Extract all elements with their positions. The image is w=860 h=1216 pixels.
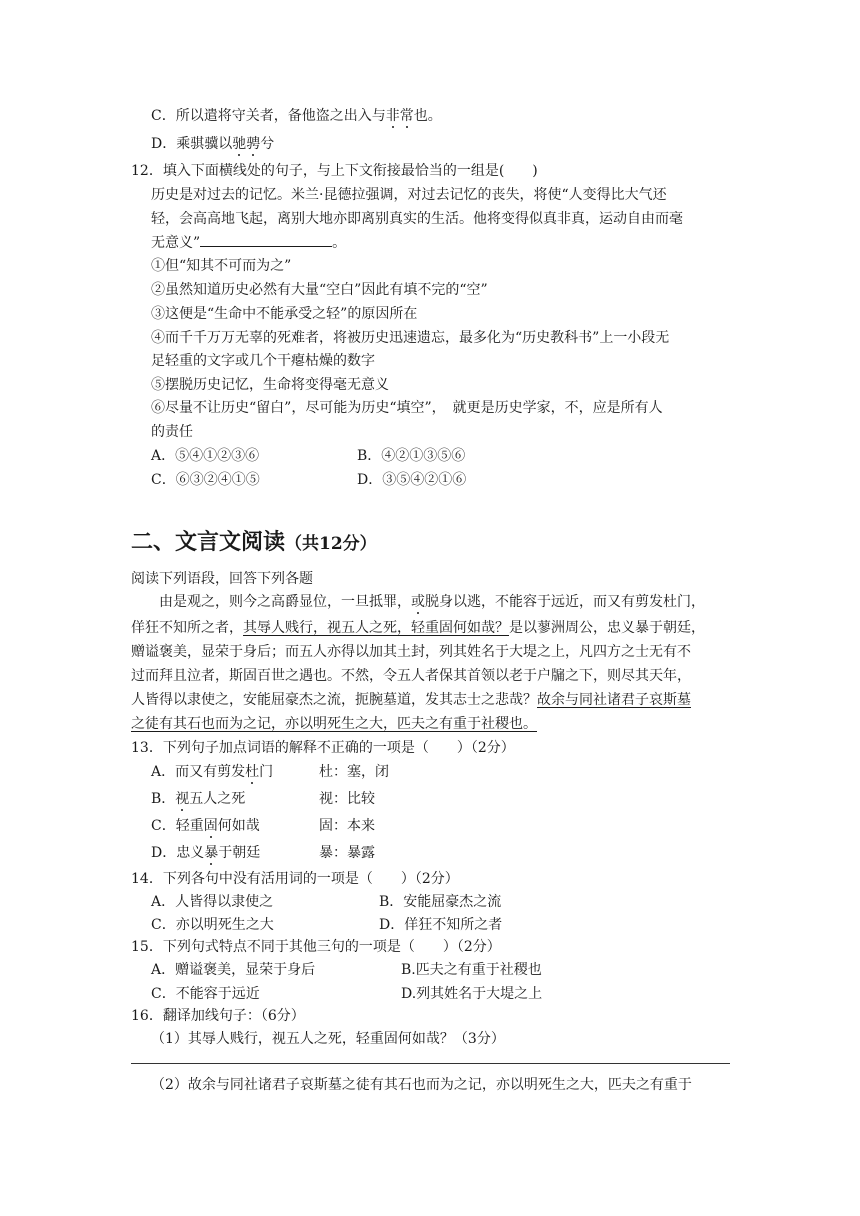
q13-explanation-c: 固：本来 [319, 818, 375, 834]
q12-passage-line: 历史是对过去的记忆。米兰·昆德拉强调，对过去记忆的丧失，将使“人变得比大气还 [151, 187, 667, 203]
passage-intro: 阅读下列语段，回答下列各题 [131, 571, 313, 587]
section-heading: 二、文言文阅读（共12分） [131, 529, 377, 555]
q13-explanation-d: 暴：暴露 [319, 845, 375, 861]
passage-line: 由是观之，则今之高爵显位，一旦抵罪，或脱身以逃，不能容于远近，而又有剪发杜门， [159, 594, 705, 610]
q14-option-d: D．佯狂不知所之者 [379, 917, 503, 933]
q12-item: 的责任 [151, 424, 193, 440]
passage-line: 佯狂不知所之者，其辱人贱行，视五人之死，轻重固何如哉？是以蓼洲周公，忠义暴于朝廷， [131, 620, 705, 636]
q16-sentence-2: （2）故余与同社诸君子哀斯墓之徒有其石也而为之记，亦以明死生之大，匹夫之有重于 [151, 1077, 692, 1093]
q12-passage-line: 无意义” 。 [151, 232, 346, 253]
q12-item: ③这便是“生命中不能承受之轻”的原因所在 [151, 306, 418, 322]
underlined-sentence: 其辱人贱行，视五人之死，轻重固何如哉？ [243, 620, 509, 636]
q12-option-b: B．④②①③⑤⑥ [357, 448, 466, 464]
q15-stem: 15．下列句式特点不同于其他三句的一项是（ ）（2分） [131, 939, 501, 955]
passage-line: 人皆得以隶使之，安能屈豪杰之流，扼腕墓道，发其志士之悲哉？故余与同社诸君子哀斯墓 [131, 692, 691, 708]
q13-explanation-b: 视：比较 [319, 791, 375, 807]
q12-option-d: D．③⑤④②①⑥ [357, 472, 467, 488]
q16-stem: 16．翻译加线句子：（6分） [131, 1008, 305, 1024]
q15-option-b: B.匹夫之有重于社稷也 [401, 962, 542, 978]
q12-stem: 12．填入下面横线处的句子，与上下文衔接最恰当的一组是( ) [131, 163, 538, 179]
q12-item: ④而千千万万无辜的死难者，将被历史迅速遗忘，最多化为“历史教科书”上一小段无 [151, 330, 670, 346]
q12-item: ①但“知其不可而为之” [151, 258, 292, 274]
underlined-sentence: 之徒有其石也而为之记，亦以明死生之大，匹夫之有重于社稷也。 [131, 716, 537, 732]
answer-line [131, 1063, 730, 1064]
passage-line [131, 714, 537, 734]
q13-stem: 13．下列句子加点词语的解释不正确的一项是（ ）（2分） [131, 740, 515, 756]
q12-item: ⑥尽量不让历史“留白”，尽可能为历史“填空”， 就更是历史学家，不，应是所有人 [151, 400, 663, 416]
q11-option-c: C．所以遣将守关者，备他盗之出入与非常也。 [151, 108, 442, 124]
q13-option-a: A．而又有剪发杜门 [151, 764, 274, 780]
q12-passage-line: 轻，会高高地飞起，离别大地亦即离别真实的生活。他将变得似真非真，运动自由而毫 [151, 211, 683, 227]
q14-option-b: B．安能屈豪杰之流 [379, 894, 502, 910]
q12-option-a: A．⑤④①②③⑥ [151, 448, 260, 464]
underlined-sentence: 故余与同社诸君子哀斯墓 [537, 692, 691, 708]
q13-option-c: C．轻重固何如哉 [151, 818, 260, 834]
q12-option-c: C．⑥③②④①⑤ [151, 472, 260, 488]
answer-blank [200, 232, 332, 247]
q14-option-a: A．人皆得以隶使之 [151, 894, 274, 910]
q13-explanation-a: 杜：塞，闭 [319, 764, 389, 780]
q14-option-c: C．亦以明死生之大 [151, 917, 274, 933]
q16-sentence-1: （1）其辱人贱行，视五人之死，轻重固何如哉？（3分） [151, 1031, 505, 1047]
q12-item: ②虽然知道历史必然有大量“空白”因此有填不完的“空” [151, 282, 488, 298]
q15-option-d: D.列其姓名于大堤之上 [401, 986, 543, 1002]
q12-item: ⑤摆脱历史记忆，生命将变得毫无意义 [151, 377, 389, 393]
passage-line: 过而拜且泣者，斯固百世之遇也。不然，令五人者保其首领以老于户牖之下，则尽其天年， [131, 668, 691, 684]
q13-option-d: D．忠义暴于朝廷 [151, 845, 261, 861]
q12-item: 足轻重的文字或几个干瘪枯燥的数字 [151, 353, 375, 369]
q13-option-b: B．视五人之死 [151, 791, 246, 807]
q15-option-c: C．不能容于远近 [151, 986, 260, 1002]
q14-stem: 14．下列各句中没有活用词的一项是（ ）（2分） [131, 871, 459, 887]
passage-line: 赠谥褒美，显荣于身后；而五人亦得以加其土封，列其姓名于大堤之上，凡四方之士无有不 [131, 644, 691, 660]
q15-option-a: A．赠谥褒美，显荣于身后 [151, 962, 316, 978]
q11-option-d: D．乘骐骥以驰骋兮 [151, 136, 275, 152]
